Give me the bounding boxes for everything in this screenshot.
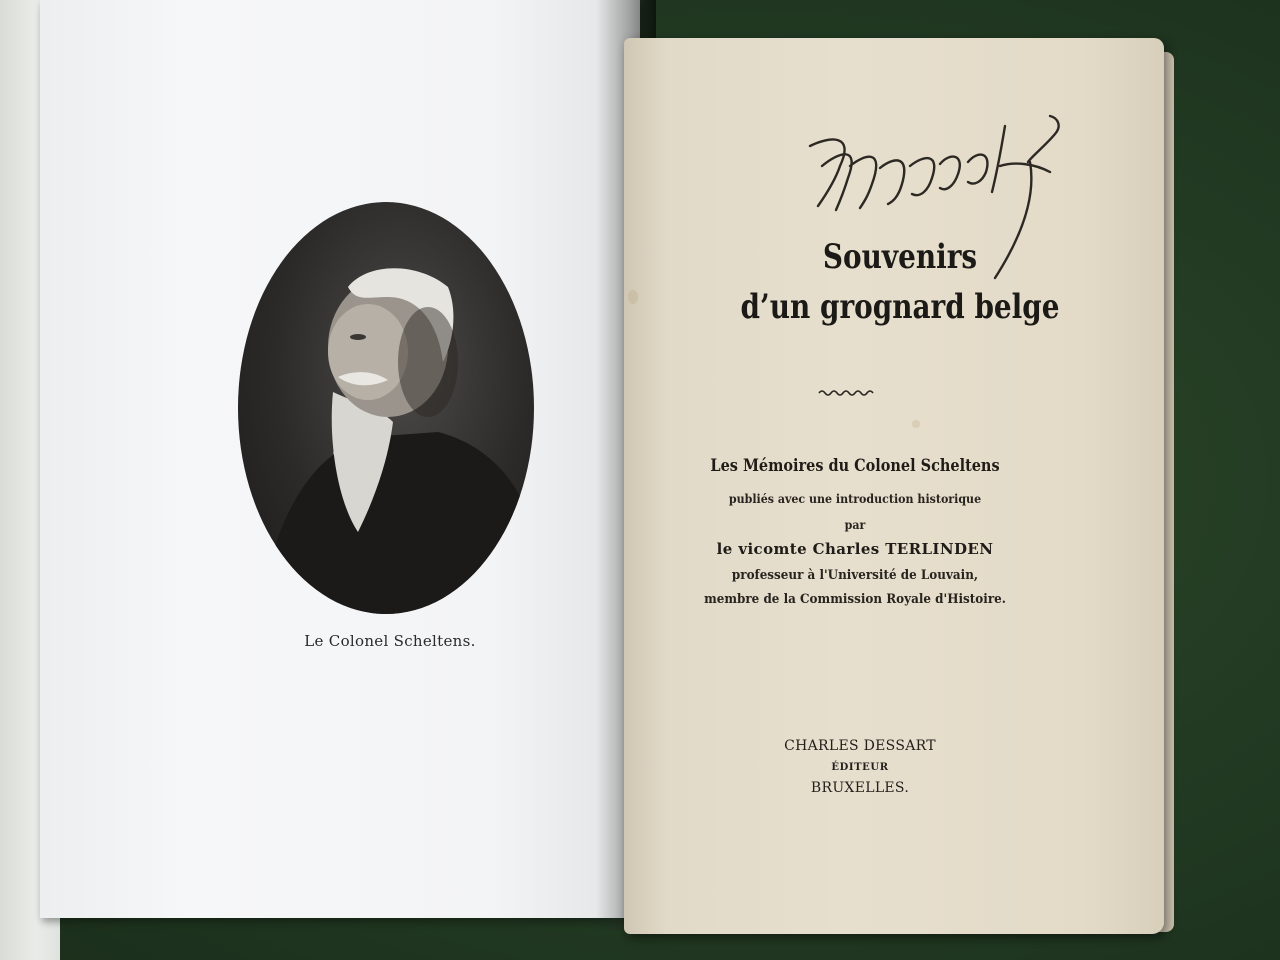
book-title	[736, 237, 1064, 327]
publisher-city: BRUXELLES.	[810, 780, 910, 796]
publisher-role: ÉDITEUR	[831, 762, 889, 773]
par-line: par	[844, 518, 866, 532]
foxing-spot	[912, 420, 920, 428]
title-line-1: Souvenirs	[822, 237, 978, 277]
foxing-spot	[628, 290, 638, 304]
author-role-2: membre de la Commission Royale d'Histoire.	[704, 592, 1006, 607]
portrait-caption: Le Colonel Scheltens.	[304, 632, 476, 650]
title-line-2: d’un grognard belge	[740, 286, 1060, 327]
publisher-name: CHARLES DESSART	[784, 738, 936, 754]
subtitle: Les Mémoires du Colonel Scheltens	[710, 456, 1000, 476]
ornamental-rule	[818, 388, 876, 398]
author-role-1: professeur à l'Université de Louvain,	[731, 568, 979, 583]
published-line: publiés avec une introduction historique	[728, 492, 982, 506]
portrait-photo	[238, 202, 534, 614]
author-name: le vicomte Charles TERLINDEN	[716, 540, 994, 558]
